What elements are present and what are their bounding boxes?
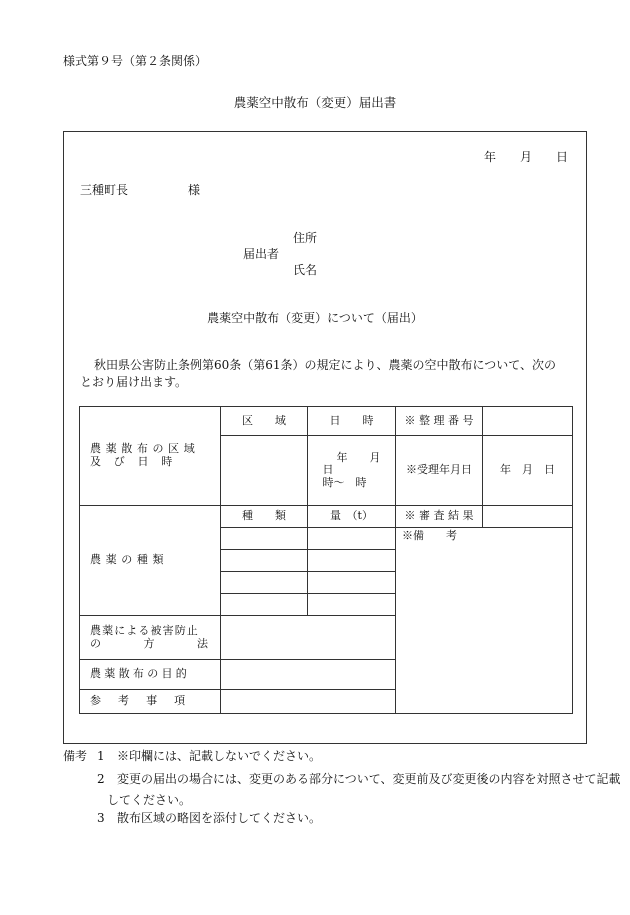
datetime-cell[interactable]: 年 月 日 時〜 時 — [308, 436, 396, 506]
date-line: 年 月 日 — [484, 150, 569, 164]
receipt-date-value[interactable]: 年 月 日 — [483, 436, 573, 506]
receipt-date-label: ※受理年月日 — [396, 436, 483, 506]
address-label: 住所 — [293, 231, 318, 245]
notes-prefix: 備考 — [63, 749, 88, 763]
remarks-cell[interactable] — [396, 528, 573, 714]
kind-header: 種 類 — [221, 506, 308, 528]
amount-cell-4[interactable] — [308, 594, 396, 616]
body-line-1: 秋田県公害防止条例第60条（第61条）の規定により、農薬の空中散布について、次の — [94, 358, 557, 372]
datetime-header: 日 時 — [308, 407, 396, 436]
ref-no-cell[interactable] — [483, 407, 573, 436]
kind-cell-1[interactable] — [221, 528, 308, 550]
note-3-text: 散布区域の略図を添付してください。 — [117, 811, 322, 825]
pesticide-kind-label: 農薬の種類 — [80, 506, 221, 616]
amount-cell-3[interactable] — [308, 572, 396, 594]
kind-cell-2[interactable] — [221, 550, 308, 572]
area-and-date-label: 農薬散布の区域 及 び 日 時 — [80, 407, 221, 506]
kind-cell-4[interactable] — [221, 594, 308, 616]
note-2-text-cont: してください。 — [107, 793, 192, 807]
body-line-2: とおり届け出ます。 — [80, 375, 188, 389]
area-cell[interactable] — [221, 436, 308, 506]
form-number: 様式第９号（第２条関係） — [63, 54, 208, 68]
reference-cell[interactable] — [221, 690, 396, 714]
review-label: ※ 審 査 結 果 — [396, 506, 483, 528]
note-1-num: 1 — [97, 749, 105, 763]
note-2-text: 変更の届出の場合には、変更のある部分について、変更前及び変更後の内容を対照させて記載 — [117, 772, 621, 786]
damage-prevention-cell[interactable] — [221, 616, 396, 660]
document-title: 農薬空中散布（変更）届出書 — [233, 95, 397, 110]
ref-no-label: ※ 整 理 番 号 — [396, 407, 483, 436]
name-label: 氏名 — [293, 263, 318, 277]
purpose-cell[interactable] — [221, 660, 396, 690]
note-3-num: 3 — [97, 811, 105, 825]
damage-prevention-label: 農薬による被害防止 の 方 法 — [80, 616, 221, 660]
kind-cell-3[interactable] — [221, 572, 308, 594]
purpose-label: 農薬散布の目的 — [80, 660, 221, 690]
note-1-text: ※印欄には、記載しないでください。 — [117, 749, 322, 763]
recipient: 三種町長 様 — [80, 183, 201, 197]
amount-cell-2[interactable] — [308, 550, 396, 572]
subject: 農薬空中散布（変更）について（届出） — [207, 311, 423, 325]
amount-header: 量 （t） — [308, 506, 396, 528]
remarks-label: ※備 考 — [402, 529, 457, 542]
note-2-num: 2 — [97, 772, 105, 786]
area-header: 区 域 — [221, 407, 308, 436]
applicant-label: 届出者 — [243, 247, 280, 261]
amount-cell-1[interactable] — [308, 528, 396, 550]
review-cell[interactable] — [483, 506, 573, 528]
notification-table — [79, 406, 573, 714]
reference-label: 参考事項 — [80, 690, 221, 714]
